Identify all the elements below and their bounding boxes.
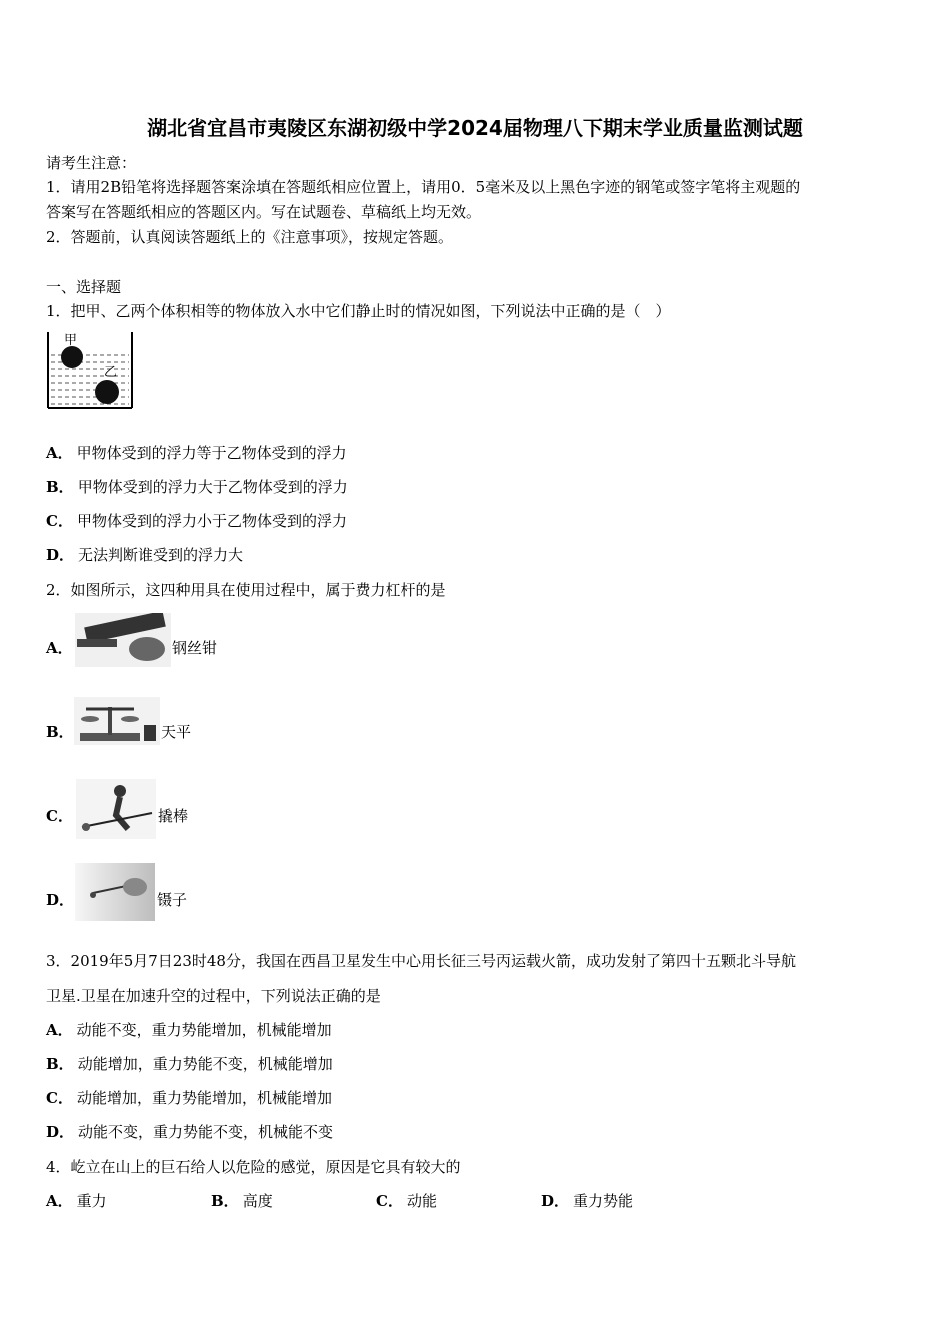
- balance-image: [74, 697, 160, 745]
- q4-option-d: D． 重力势能: [541, 1192, 634, 1210]
- object-yi: [95, 380, 119, 404]
- q4-option-a: A． 重力: [46, 1192, 107, 1210]
- q2-option-a-text: 钢丝钳: [172, 639, 218, 657]
- q4-option-b: B． 高度: [211, 1192, 273, 1210]
- q2-option-b-label: B．: [46, 723, 74, 741]
- q1-stem: 1．把甲、乙两个体积相等的物体放入水中它们静止时的情况如图，下列说法中正确的是（ ）: [46, 302, 671, 320]
- q3-stem-line-1: 3．2019年5月7日23时48分，我国在西昌卫星发生中心用长征三号丙运载火箭，成功发射了第四十五颗北斗导航: [46, 952, 796, 970]
- notice-item-1-line-2: 答案写在答题纸相应的答题区内。写在试题卷、草稿纸上均无效。: [46, 203, 482, 221]
- q4-option-c: C． 动能: [376, 1192, 437, 1210]
- q2-option-b-text: 天平: [161, 723, 192, 741]
- section-heading: 一、选择题: [46, 278, 122, 296]
- q2-option-c-label: C．: [46, 807, 73, 825]
- label-yi: 乙: [104, 365, 118, 380]
- q3-option-a: A． 动能不变，重力势能增加，机械能增加: [46, 1021, 332, 1039]
- notice-heading: 请考生注意：: [46, 154, 137, 172]
- q2-option-d-label: D．: [46, 891, 75, 909]
- q2-option-c-text: 撬棒: [158, 807, 189, 825]
- notice-item-2: 2．答题前，认真阅读答题纸上的《注意事项》，按规定答题。: [46, 228, 454, 246]
- crowbar-image: [76, 779, 156, 839]
- page-title: 湖北省宜昌市夷陵区东湖初级中学2024届物理八下期末学业质量监测试题: [147, 116, 803, 140]
- pliers-image: [75, 613, 171, 667]
- q2-stem: 2．如图所示，这四种用具在使用过程中，属于费力杠杆的是: [46, 581, 446, 599]
- q3-option-c: C． 动能增加，重力势能增加，机械能增加: [46, 1089, 332, 1107]
- q3-stem-line-2: 卫星.卫星在加速升空的过程中，下列说法正确的是: [46, 987, 381, 1005]
- notice-item-1-line-1: 1．请用2B铅笔将选择题答案涂填在答题纸相应位置上，请用0．5毫米及以上黑色字迹的钢笔或签字笔将主观题的: [46, 178, 801, 196]
- q1-option-b: B． 甲物体受到的浮力大于乙物体受到的浮力: [46, 478, 348, 496]
- q2-option-a-label: A．: [46, 639, 73, 657]
- q3-option-b: B． 动能增加，重力势能不变，机械能增加: [46, 1055, 333, 1073]
- object-jia: [61, 346, 83, 368]
- q1-option-d: D． 无法判断谁受到的浮力大: [46, 546, 244, 564]
- q4-stem: 4．屹立在山上的巨石给人以危险的感觉，原因是它具有较大的: [46, 1158, 461, 1176]
- label-jia: 甲: [64, 333, 78, 348]
- q1-option-a: A． 甲物体受到的浮力等于乙物体受到的浮力: [46, 444, 347, 462]
- q3-option-d: D． 动能不变，重力势能不变，机械能不变: [46, 1123, 334, 1141]
- q1-option-c: C． 甲物体受到的浮力小于乙物体受到的浮力: [46, 512, 347, 530]
- q2-option-d-text: 镊子: [157, 891, 188, 909]
- buoyancy-figure: [46, 330, 134, 410]
- tweezers-image: [75, 863, 155, 921]
